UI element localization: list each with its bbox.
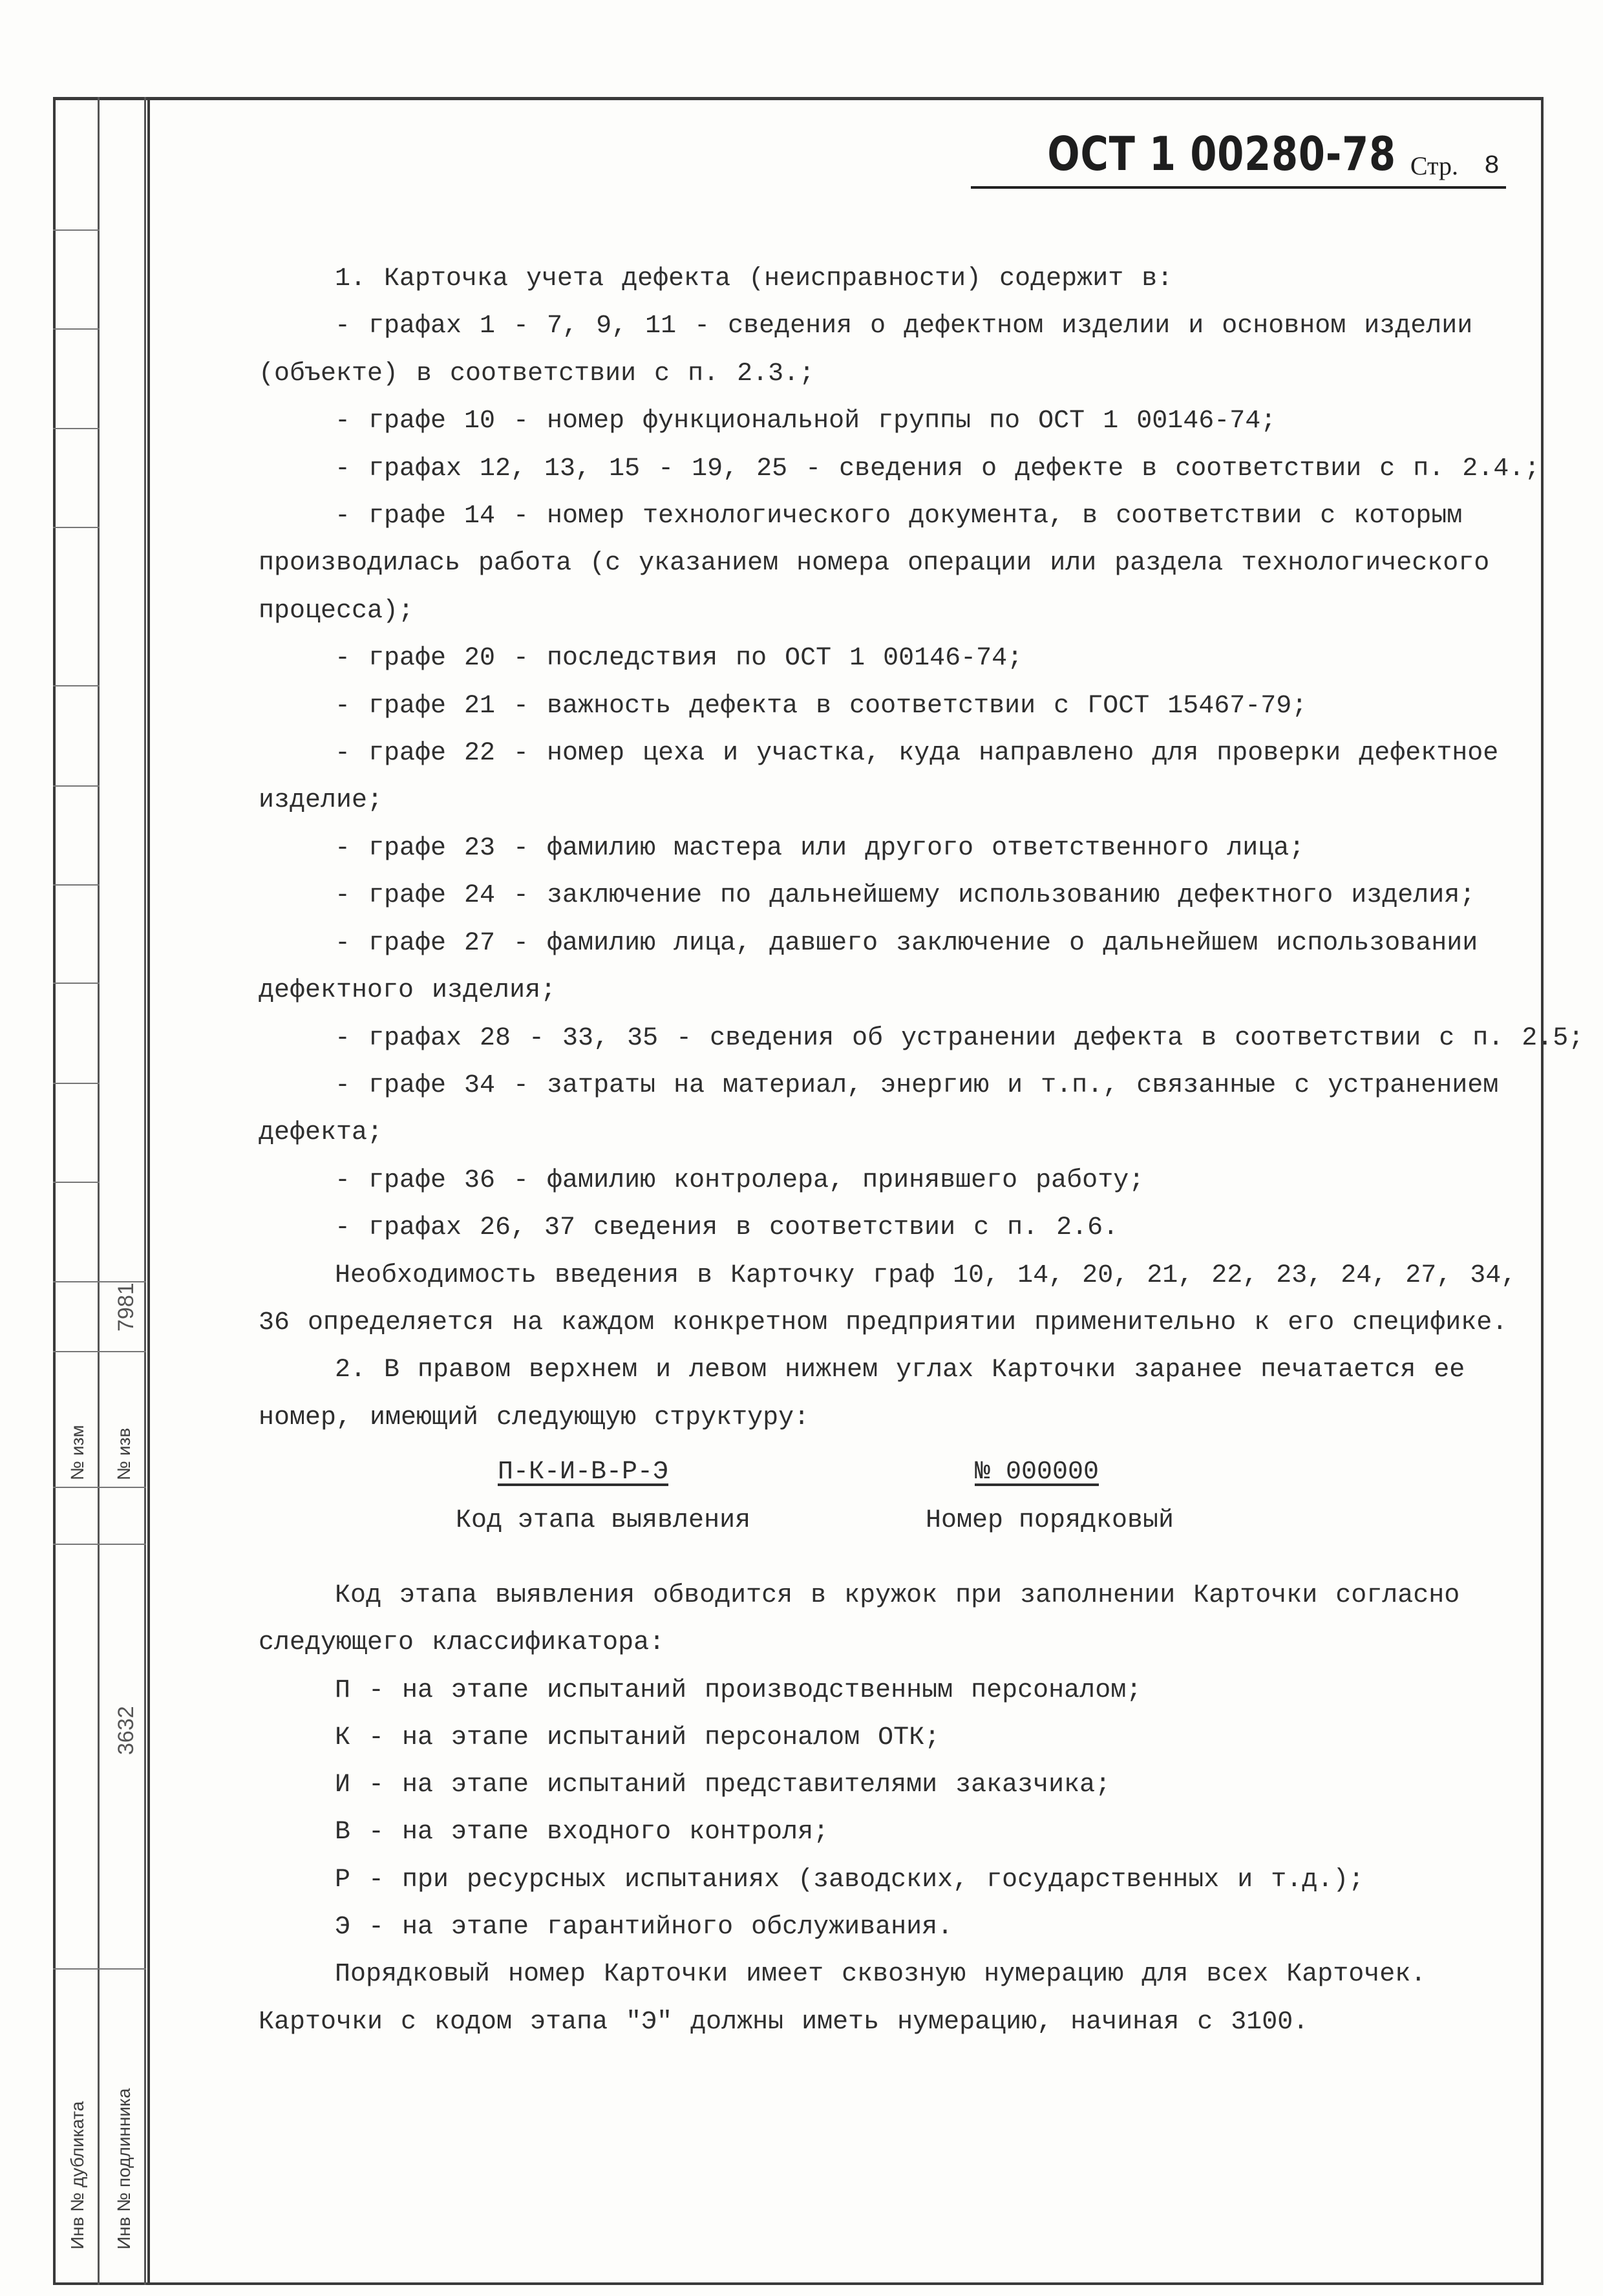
margin-strip-col-2 bbox=[100, 97, 146, 2285]
izm-label: № изм bbox=[67, 1425, 87, 1480]
paragraph-line: производилась работа (с указанием номера операции или раздела технологического bbox=[259, 549, 1490, 579]
card-code-structure: П-К-И-В-Р-Э bbox=[498, 1458, 669, 1487]
classifier-item: П - на этапе испытаний производственным персоналом; bbox=[335, 1675, 1142, 1705]
strip-tick bbox=[53, 685, 100, 686]
paragraph-line: - графе 24 - заключение по дальнейшему использованию дефектного изделия; bbox=[335, 881, 1476, 911]
classifier-item: К - на этапе испытаний персоналом ОТК; bbox=[335, 1723, 940, 1752]
margin-strip-col-3 bbox=[146, 97, 150, 2285]
body-text-2 bbox=[259, 1572, 1487, 2046]
strip-tick bbox=[53, 884, 100, 886]
inv-number: 3632 bbox=[114, 1706, 138, 1755]
strip-tick bbox=[53, 1351, 146, 1352]
strip-tick bbox=[53, 1544, 146, 1545]
izv-number: 7981 bbox=[114, 1282, 138, 1332]
paragraph-line: номер, имеющий следующую структуру: bbox=[259, 1403, 810, 1432]
paragraph-line: - графах 26, 37 сведения в соответствии с п. 2.6. bbox=[335, 1213, 1119, 1243]
paragraph-line: 36 определяется на каждом конкретном предприятии применительно к его специфике. bbox=[259, 1308, 1508, 1337]
strip-tick bbox=[53, 328, 100, 330]
strip-tick bbox=[53, 527, 100, 528]
paragraph-line: Код этапа выявления обводится в кружок при заполнении Карточки согласно bbox=[335, 1581, 1460, 1610]
classifier-item: В - на этапе входного контроля; bbox=[335, 1818, 829, 1847]
inv-label: Инв № подлинника bbox=[114, 2088, 134, 2249]
paragraph-line: дефекта; bbox=[259, 1118, 383, 1148]
paragraph-line: дефектного изделия; bbox=[259, 976, 557, 1006]
paragraph-line: - графе 22 - номер цеха и участка, куда направлено для проверки дефектное bbox=[335, 739, 1499, 769]
paragraph-line: (объекте) в соответствии с п. 2.3.; bbox=[259, 359, 815, 388]
paragraph-line: Порядковый номер Карточки имеет сквозную нумерацию для всех Карточек. bbox=[335, 1960, 1427, 1990]
paragraph-line: изделие; bbox=[259, 786, 383, 816]
paragraph-line: - графе 27 - фамилию лица, давшего заключение о дальнейшем использовании bbox=[335, 928, 1478, 958]
card-number-format: № 000000 bbox=[975, 1458, 1099, 1487]
document-code: ОСТ 1 00280-78 bbox=[1047, 127, 1396, 181]
paragraph-line: Необходимость введения в Карточку граф 10, 14, 20, 21, 22, 23, 24, 27, 34, bbox=[335, 1260, 1517, 1290]
page-label: Стр. bbox=[1410, 151, 1458, 180]
paragraph-line: процесса); bbox=[259, 596, 414, 626]
paragraph-line: - графе 23 - фамилию мастера или другого ответственного лица; bbox=[335, 833, 1305, 863]
paragraph-line: 2. В правом верхнем и левом нижнем углах Карточки заранее печатается ее bbox=[335, 1355, 1465, 1385]
strip-tick bbox=[53, 1182, 100, 1183]
paragraph-line: - графе 14 - номер технологического документа, в соответствии с которым bbox=[335, 502, 1463, 531]
paragraph-line: - графе 10 - номер функциональной группы по ОСТ 1 00146-74; bbox=[335, 407, 1277, 436]
paragraph-line: следующего классификатора: bbox=[259, 1628, 665, 1658]
classifier-item: И - на этапе испытаний представителями заказчика; bbox=[335, 1770, 1111, 1800]
strip-tick bbox=[53, 428, 100, 429]
paragraph-line: - графе 20 - последствия по ОСТ 1 00146-74; bbox=[335, 644, 1023, 674]
paragraph-line: - графах 1 - 7, 9, 11 - сведения о дефектном изделии и основном изделии bbox=[335, 312, 1473, 341]
paragraph-line: - графах 28 - 33, 35 - сведения об устранении дефекта в соответствии с п. 2.5; bbox=[335, 1023, 1584, 1053]
strip-tick bbox=[53, 983, 100, 984]
margin-strip-col-1 bbox=[53, 97, 100, 2285]
strip-tick bbox=[53, 1083, 100, 1084]
izv-label: № изв bbox=[114, 1427, 134, 1480]
card-code-caption: Код этапа выявления bbox=[456, 1506, 751, 1535]
strip-tick bbox=[53, 229, 100, 231]
paragraph-line: - графе 21 - важность дефекта в соответствии с ГОСТ 15467-79; bbox=[335, 691, 1308, 721]
strip-tick bbox=[53, 1487, 146, 1488]
classifier-item: Э - на этапе гарантийного обслуживания. bbox=[335, 1913, 953, 1942]
strip-tick bbox=[53, 1968, 146, 1970]
paragraph-line: - графе 34 - затраты на материал, энергию и т.п., связанные с устранением bbox=[335, 1070, 1499, 1100]
paragraph-line: 1. Карточка учета дефекта (неисправности) содержит в: bbox=[335, 264, 1173, 293]
paragraph-line: - графах 12, 13, 15 - 19, 25 - сведения о дефекте в соответствии с п. 2.4.; bbox=[335, 454, 1540, 484]
strip-tick bbox=[53, 785, 100, 787]
card-number-caption: Номер порядковый bbox=[926, 1506, 1174, 1535]
classifier-item: Р - при ресурсных испытаниях (заводских, государственных и т.д.); bbox=[335, 1865, 1364, 1895]
dubl-label: Инв № дубликата bbox=[67, 2101, 87, 2249]
paragraph-line: Карточки с кодом этапа "Э" должны иметь нумерацию, начиная с 3100. bbox=[259, 2007, 1309, 2037]
page-number: 8 bbox=[1483, 152, 1500, 181]
paragraph-line: - графе 36 - фамилию контролера, принявшего работу; bbox=[335, 1165, 1145, 1195]
page-header bbox=[971, 123, 1506, 189]
body-text bbox=[259, 255, 1584, 1441]
